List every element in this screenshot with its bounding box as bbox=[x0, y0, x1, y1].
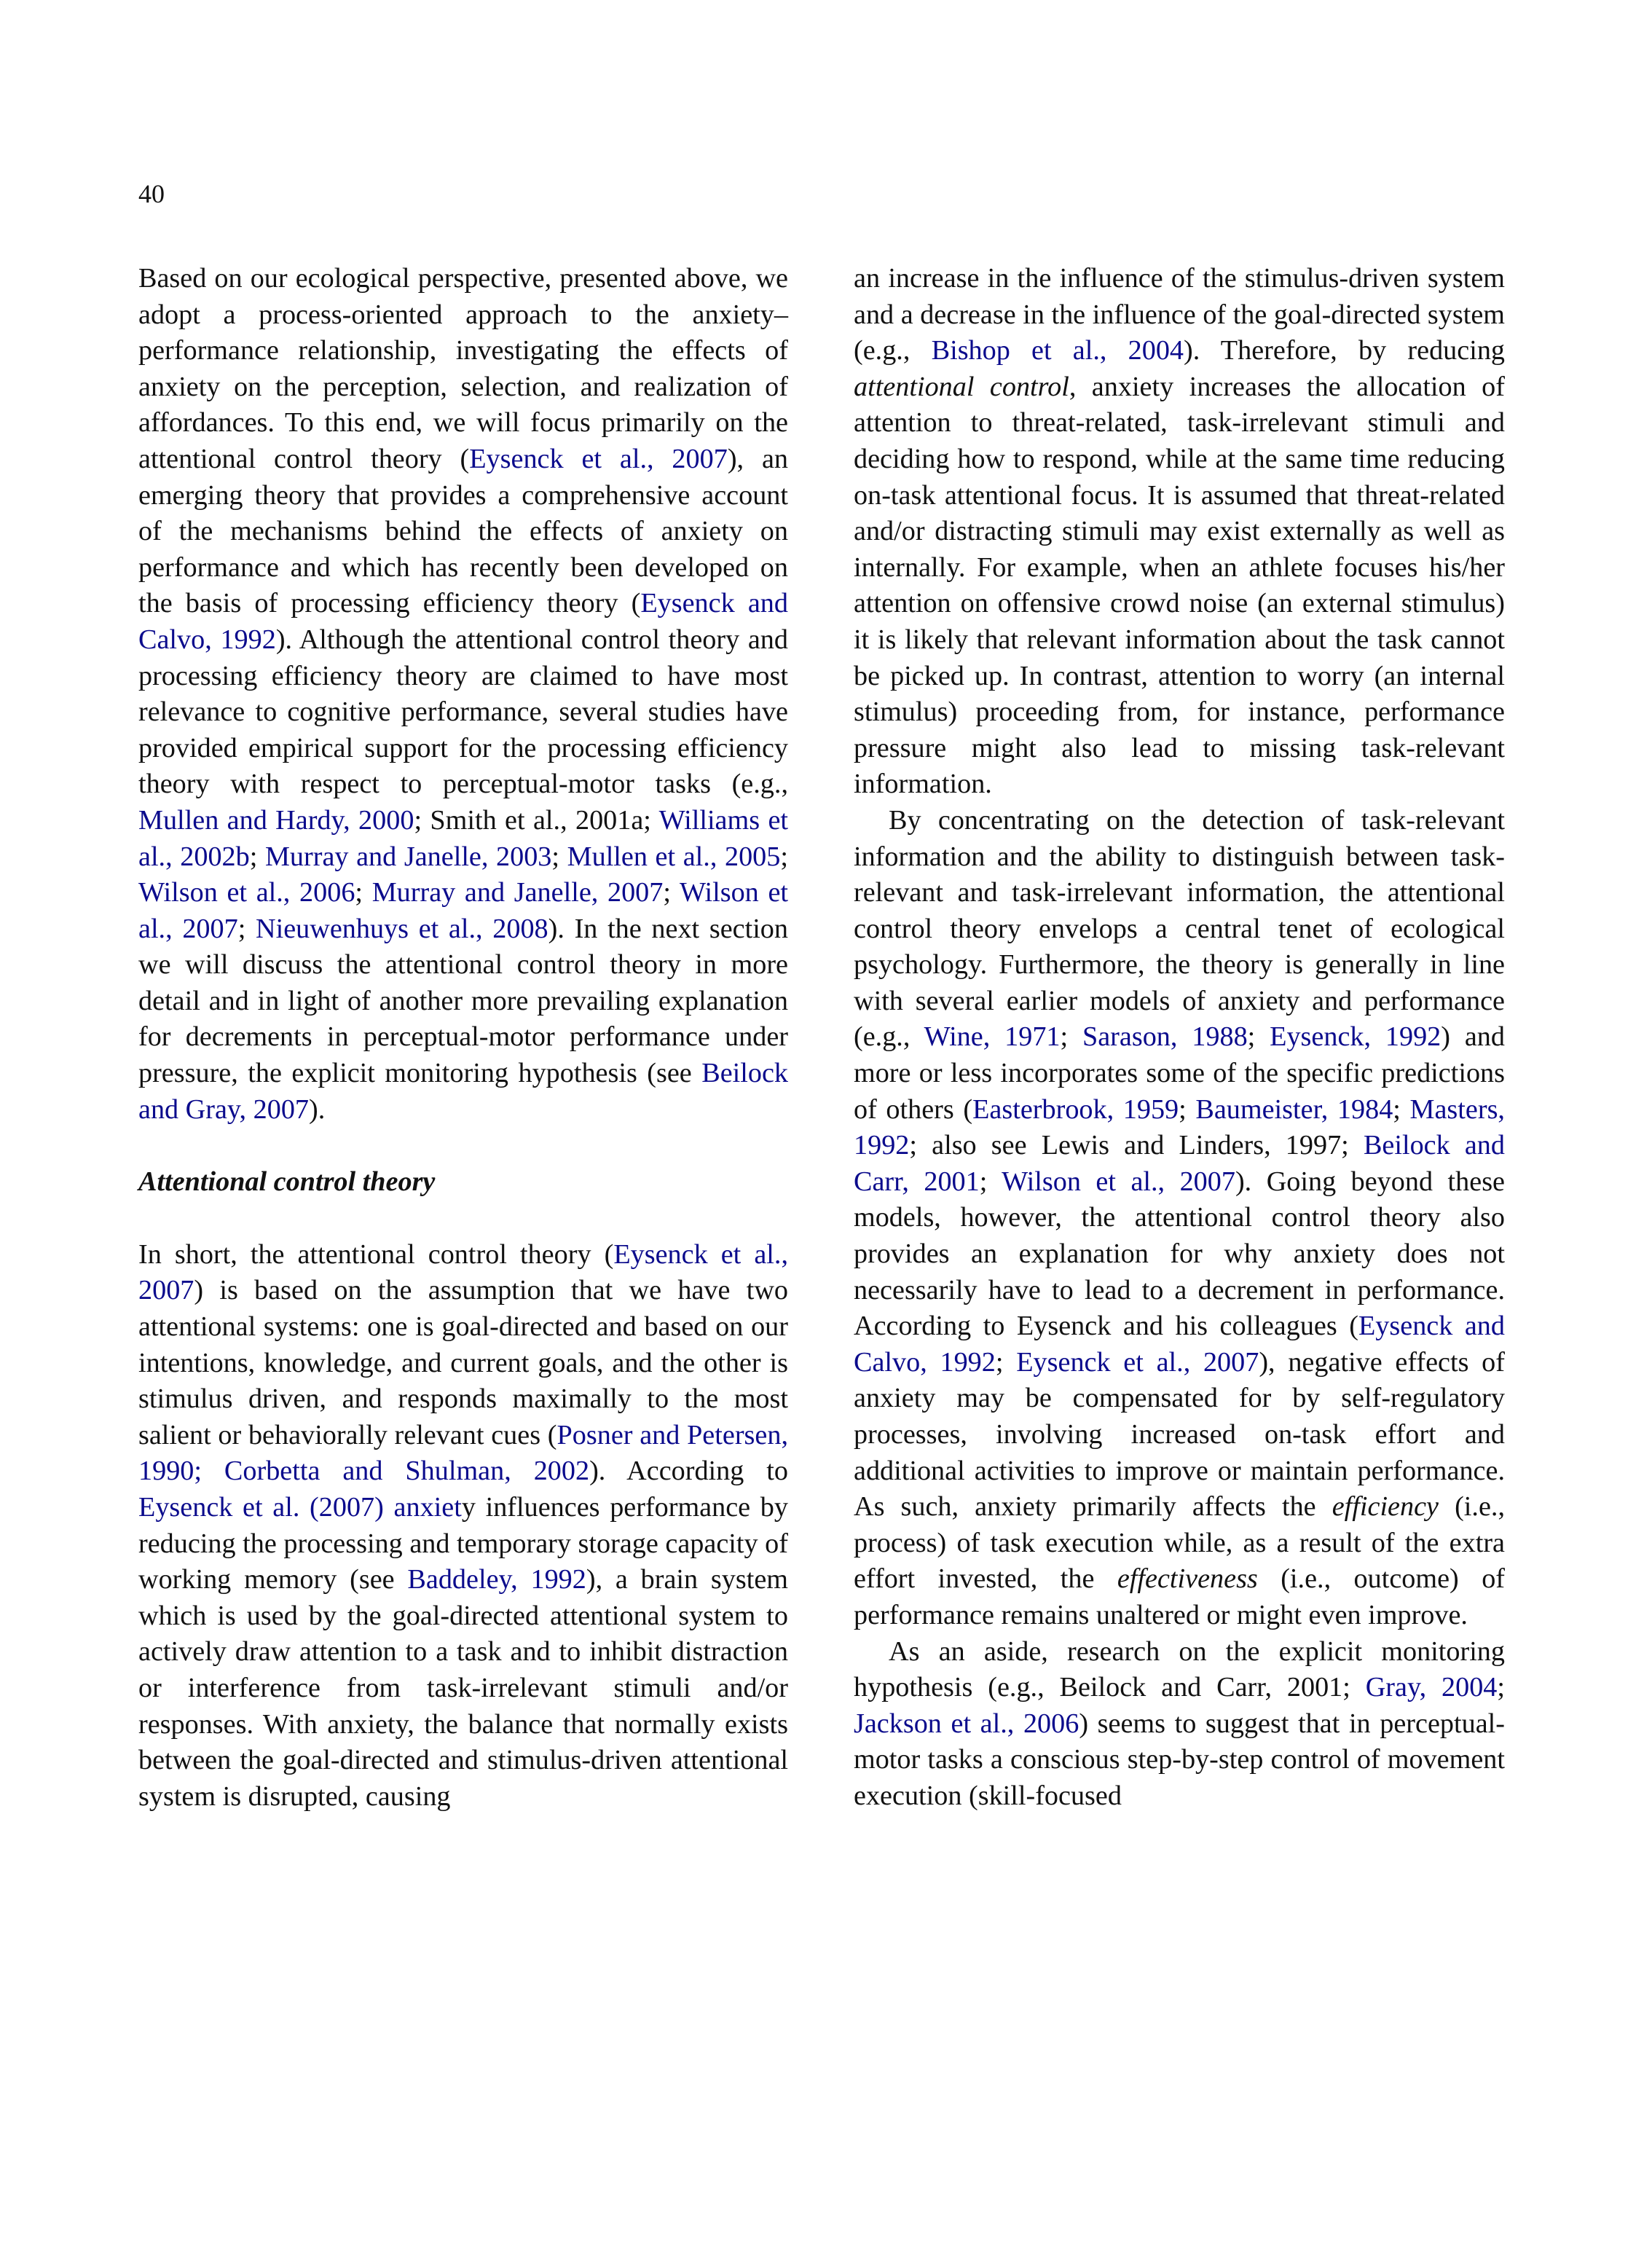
citation-link[interactable]: Bishop et al., 2004 bbox=[931, 335, 1184, 366]
body-text: ). bbox=[309, 1093, 326, 1125]
citation-link[interactable]: Williams et al., 2002b bbox=[138, 804, 789, 872]
citation-link[interactable]: Eysenck and Calvo, 1992 bbox=[854, 1311, 1505, 1378]
body-text: ), an emerging theory that provides a comprehensive account of the mechanisms behind the effects of anxiety on performance and which has recently been developed on the basis of processing efficiency theory ( bbox=[138, 443, 788, 619]
citation-link[interactable]: Jackson et al., 2006 bbox=[854, 1708, 1079, 1739]
citation-link[interactable]: Wine, 1971 bbox=[924, 1021, 1061, 1053]
body-text: ; bbox=[355, 877, 372, 908]
body-text: Based on our ecological perspective, presented above, we adopt a process-oriented approach to the anxiety–performance relationship, investigating the effects of anxiety on the perception, selection, and realization of affordances. To this end, we will focus primarily on the attentional control theory ( bbox=[138, 263, 788, 474]
emphasis-text: attentional control bbox=[854, 371, 1069, 402]
body-text: ; bbox=[1247, 1021, 1270, 1053]
body-text: ) is based on the assumption that we have two attentional systems: one is goal-directed and based on our intentions, knowledge, and current goals, and the other is stimulus driven, and responds maximally to the most salient or behaviorally relevant cues ( bbox=[138, 1275, 788, 1450]
body-text: ). According to bbox=[589, 1456, 788, 1487]
citation-link[interactable]: Beilock and Gray, 2007 bbox=[138, 1058, 788, 1125]
body-text: In short, the attentional control theory ( bbox=[138, 1238, 614, 1270]
body-text: ). Going beyond these models, however, the attentional control theory also provides an explanation for why anxiety does not necessarily have to lead to a decrement in performance. According to Eysenck and his colleagues ( bbox=[854, 1166, 1506, 1342]
body-text: ; bbox=[780, 841, 788, 872]
body-text: ; bbox=[663, 877, 680, 908]
body-text: As an aside, research on the explicit monitoring hypothesis (e.g., Beilock and Carr, 2001; bbox=[854, 1635, 1505, 1703]
citation-link[interactable]: Gray, 2004 bbox=[1365, 1672, 1498, 1703]
citation-link[interactable]: Mullen and Hardy, 2000 bbox=[138, 804, 414, 836]
citation-link[interactable]: Baumeister, 1984 bbox=[1195, 1093, 1393, 1125]
paragraph bbox=[854, 803, 1505, 1634]
citation-link[interactable]: Wilson et al., 2006 bbox=[138, 877, 355, 908]
body-text: , anxiety increases the allocation of attention to threat-related, task-irrelevant stimuli and deciding how to respond, while at the same time reducing on-task attentional focus. It is assumed that threat-related and/or distracting stimuli may exist externally as well as internally. For example, when an athlete focuses his/her attention on offensive crowd noise (an external stimulus) it is likely that relevant information about the task cannot be picked up. In contrast, attention to worry (an internal stimulus) proceeding from, for instance, performance pressure might also lead to missing task-relevant information. bbox=[854, 371, 1505, 800]
body-text: ; bbox=[995, 1346, 1017, 1378]
citation-link[interactable]: Eysenck et al., 2007 bbox=[138, 1238, 788, 1306]
body-text: ) and more or less incorporates some of the specific predictions of others ( bbox=[854, 1021, 1505, 1125]
body-text: ). Therefore, by reducing bbox=[1184, 335, 1506, 366]
right-column bbox=[854, 261, 1505, 1815]
citation-link[interactable]: Eysenck et al., 2007 bbox=[1016, 1346, 1259, 1378]
citation-link[interactable]: Murray and Janelle, 2007 bbox=[371, 877, 664, 908]
body-text: ; bbox=[1179, 1093, 1196, 1125]
emphasis-text: effectiveness bbox=[1117, 1563, 1258, 1595]
body-text: ). In the next section we will discuss the attentional control theory in more detail and in light of another more prevailing explanation for decrements in perceptual-motor performance under pressure, the explicit monitoring hypothesis (see bbox=[138, 913, 788, 1089]
left-column bbox=[138, 261, 788, 1815]
citation-link[interactable]: Eysenck et al., 2007 bbox=[469, 443, 728, 474]
body-text: (i.e., outcome) of performance remains unaltered or might even improve. bbox=[854, 1563, 1505, 1630]
body-text: ; bbox=[1060, 1021, 1082, 1053]
citation-link[interactable]: Easterbrook, 1959 bbox=[972, 1093, 1179, 1125]
citation-link[interactable]: Eysenck and Calvo, 1992 bbox=[138, 588, 788, 655]
body-text: (i.e., process) of task execution while, as a result of the extra effort invested, the bbox=[854, 1491, 1506, 1595]
body-text: ; bbox=[249, 841, 265, 872]
body-text: y influences performance by reducing the processing and temporary storage capacity of working memory (see bbox=[138, 1492, 788, 1595]
body-text: ) seems to suggest that in perceptual-motor tasks a conscious step-by-step control of movement execution (skill-focused bbox=[854, 1708, 1505, 1811]
citation-link[interactable]: Eysenck, 1992 bbox=[1270, 1021, 1441, 1053]
citation-link[interactable]: Murray and Janelle, 2003 bbox=[264, 841, 552, 872]
citation-link[interactable]: Wilson et al., 2007 bbox=[1002, 1166, 1235, 1197]
body-text: ; also see Lewis and Linders, 1997; bbox=[909, 1130, 1364, 1161]
paragraph bbox=[138, 1237, 788, 1815]
body-text: ; bbox=[551, 841, 567, 872]
body-text: ; bbox=[1497, 1672, 1506, 1703]
citation-link[interactable]: Nieuwenhuys et al., 2008 bbox=[256, 913, 548, 944]
body-text: ; bbox=[1393, 1093, 1410, 1125]
body-text: ), negative effects of anxiety may be compensated for by self-regulatory processes, involving increased on-task effort and additional activities to improve or maintain performance. As such, anxiety primarily affects the bbox=[854, 1346, 1505, 1523]
body-text: an increase in the influence of the stimulus-driven system and a decrease in the influence of the goal-directed system (e.g., bbox=[854, 263, 1505, 366]
paragraph bbox=[854, 1634, 1505, 1815]
citation-link[interactable]: Posner and Petersen, 1990; Corbetta and Shulman, 2002 bbox=[138, 1419, 788, 1487]
body-text: ). Although the attentional control theory and processing efficiency theory are claimed to have most relevance to cognitive performance, several studies have provided empirical support for the processing efficiency theory with respect to perceptual-motor tasks (e.g., bbox=[138, 624, 788, 800]
body-text: ; bbox=[979, 1166, 1002, 1197]
citation-link[interactable]: Masters, 1992 bbox=[854, 1093, 1505, 1161]
citation-link[interactable]: Baddeley, 1992 bbox=[407, 1564, 586, 1595]
citation-link[interactable]: Beilock and Carr, 2001 bbox=[854, 1130, 1505, 1197]
page-number: 40 bbox=[138, 179, 165, 208]
paragraph bbox=[138, 261, 788, 1128]
citation-link[interactable]: Sarason, 1988 bbox=[1082, 1021, 1248, 1053]
section-heading: Attentional control theory bbox=[138, 1166, 436, 1198]
citation-link[interactable]: Mullen et al., 2005 bbox=[567, 841, 781, 872]
citation-link[interactable]: Eysenck et al. (2007) anxiet bbox=[138, 1492, 462, 1523]
paragraph bbox=[854, 261, 1505, 803]
body-text: ; Smith et al., 2001a; bbox=[414, 804, 659, 836]
citation-link[interactable]: Wilson et al., 2007 bbox=[138, 877, 789, 944]
emphasis-text: efficiency bbox=[1332, 1491, 1439, 1523]
body-text: ; bbox=[237, 913, 256, 944]
body-text: By concentrating on the detection of task-relevant information and the ability to distinguish between task-relevant and task-irrelevant information, the attentional control theory envelops a central tenet of ecological psychology. Furthermore, the theory is generally in line with several earlier models of anxiety and performance (e.g., bbox=[854, 804, 1505, 1053]
body-text: ), a brain system which is used by the goal-directed attentional system to actively draw attention to a task and to inhibit distraction or interference from task-irrelevant stimuli and/or responses. With anxiety, the balance that normally exists between the goal-directed and stimulus-driven attentional system is disrupted, causing bbox=[138, 1564, 788, 1812]
